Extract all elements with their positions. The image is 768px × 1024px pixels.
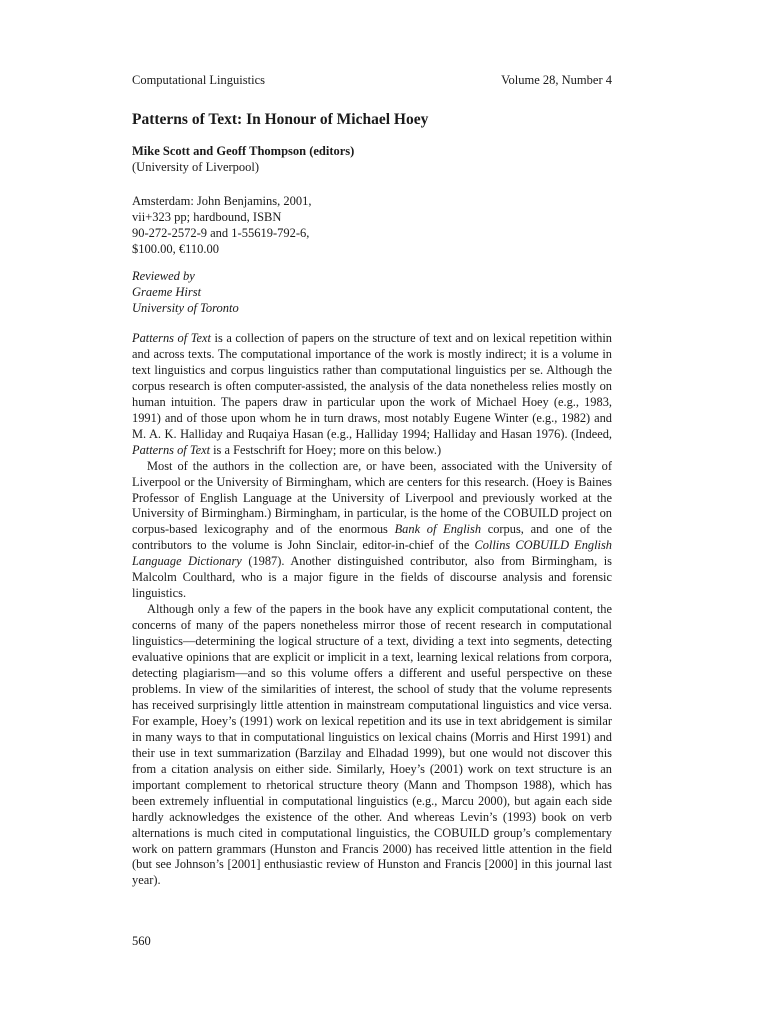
editor-names: Mike Scott and Geoff Thompson (editors) — [132, 144, 355, 158]
volume-number: Volume 28, Number 4 — [501, 73, 612, 87]
paragraph-1 — [132, 331, 612, 459]
book-title-italic: Patterns of Text — [132, 442, 211, 457]
journal-name: Computational Linguistics — [132, 73, 265, 87]
editor-affiliation: (University of Liverpool) — [132, 160, 260, 174]
paragraph-text: is a Festschrift for Hoey; more on this below.) — [210, 442, 442, 457]
paragraph-text: Most of the authors in the collection are, or have been, associated with the University of Liverpool or the University of Birmingham, which are centers for this research. (Hoey is Baines Professor of English Language at the University of Liverpool and previously worked at the University of Birmingham.) Birmingham, in particular, is the home of the COBUILD project on corpus-based lexicography and of the enormous — [132, 458, 612, 537]
paragraph-text: (1987). Another distinguished contributor, also from Birmingham, is Malcolm Coulthard, who is a major figure in the fields of discourse analysis and forensic linguistics. — [132, 554, 612, 601]
publication-line: $100.00, €110.00 — [132, 242, 220, 256]
paragraph-text: is a collection of papers on the structure of text and on lexical repetition within and across texts. The computational importance of the work is mostly indirect; it is a volume in text linguistics and corpus linguistics rather than computational linguistics per se. Although the corpus research is often computer-assisted, the analysis of the data nonetheless relies mostly on human intuition. The papers draw in particular upon the work of Michael Hoey (e.g., 1983, 1991) and of those upon whom he in turn draws, most notably Eugene Winter (e.g., 1982) and M. A. K. Halliday and Ruqaiya Hasan (e.g., Halliday 1994; Halliday and Hasan 1976). (Indeed, — [132, 331, 612, 441]
paragraph-text: corpus, and one of the contributors to the volume is John Sinclair, editor-in-chief of the — [132, 522, 612, 553]
publication-info — [132, 193, 612, 257]
reviewed-by-label: Reviewed by — [132, 269, 195, 283]
book-title-italic: Patterns of Text — [132, 331, 211, 345]
publication-line: vii+323 pp; hardbound, ISBN — [132, 210, 282, 224]
reviewer-affiliation: University of Toronto — [132, 301, 239, 315]
publication-line: 90-272-2572-9 and 1-55619-792-6, — [132, 226, 310, 240]
reviewer-name: Graeme Hirst — [132, 285, 202, 299]
corpus-name-italic: Bank of English — [394, 522, 482, 537]
editors-block — [132, 143, 612, 175]
page-number: 560 — [132, 934, 151, 948]
review-body — [132, 331, 612, 889]
dictionary-name-italic: Collins COBUILD English Language Dictionary — [132, 538, 613, 569]
paragraph-2 — [132, 459, 612, 603]
review-title: Patterns of Text: In Honour of Michael Hoey — [132, 111, 429, 128]
paragraph-3: Although only a few of the papers in the book have any explicit computational content, the concerns of many of the papers nonetheless mirror those of recent research in computational linguistics—determining the logical structure of a text, dividing a text into segments, detecting evaluative opinions that are explicit or implicit in a text, learning lexical relations from corpora, detecting plagiarism—and so this volume offers a different and useful perspective on these problems. In view of the similarities of interest, the school of study that the volume represents has received surprisingly little attention in mainstream computational linguistics and vice versa. For example, Hoey’s (1991) work on lexical repetition and its use in text abridgement is similar in many ways to that in computational linguistics on lexical chains (Morris and Hirst 1991) and their use in text summarization (Barzilay and Elhadad 1999), but one would not discover this from a citation analysis on either side. Similarly, Hoey’s (2001) work on text structure is an important complement to rhetorical structure theory (Mann and Thompson 1988), which has been extremely influential in computational linguistics (e.g., Marcu 2000), but again each side hardly acknowledges the existence of the other. And whereas Levin’s (1993) book on verb alternations is much cited in computational linguistics, the COBUILD group’s complementary work on pattern grammars (Hunston and Francis 2000) has received little attention in the field (but see Johnson’s [2001] enthusiastic review of Hunston and Francis [2000] in this journal last year). — [132, 602, 612, 888]
page — [132, 0, 612, 1024]
publication-line: Amsterdam: John Benjamins, 2001, — [132, 194, 312, 208]
running-head — [132, 72, 612, 88]
reviewer-block — [132, 268, 612, 316]
